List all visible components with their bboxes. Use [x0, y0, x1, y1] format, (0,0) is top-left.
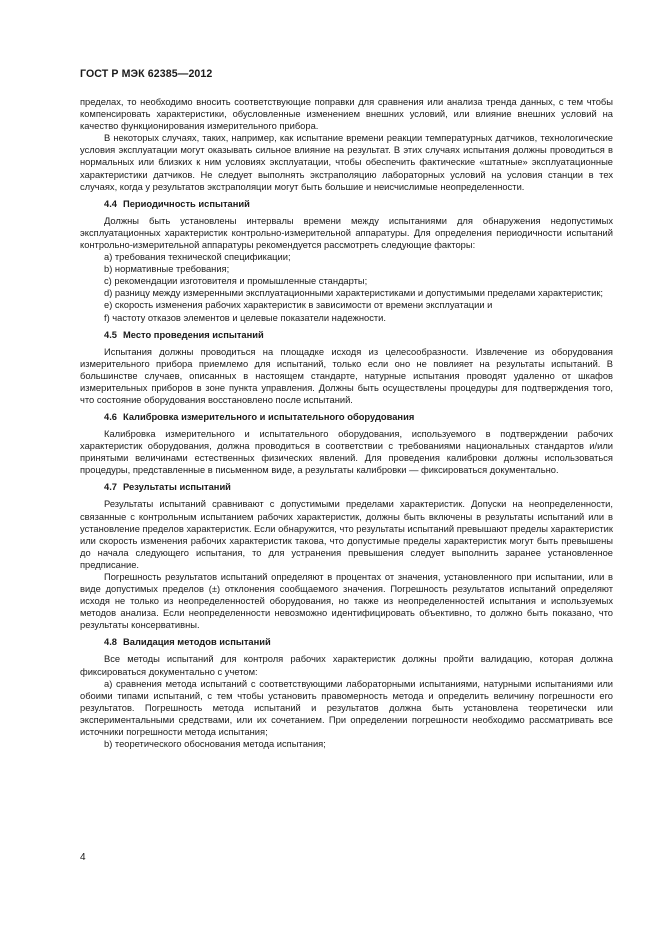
- section-title: Результаты испытаний: [123, 482, 231, 493]
- list-item: d) разницу между измеренными эксплуатационными характеристиками и допустимыми пределами характеристик;: [104, 288, 604, 299]
- list-item: с) рекомендации изготовителя и промышленные стандарты;: [104, 276, 368, 287]
- paragraph: Погрешность результатов испытаний определяют в процентах от значения, установленного при испытании, или в виде допустимых пределов (±) отклонения сообщаемого значения. Погрешность результатов испытаний определяют исходя не только из неопределенностей оборудования, но также из неопределенностей испытания и используемых методов анализа. Если неопределенности невозможно идентифицировать объективно, то должно быть показано, что результаты консервативны.: [80, 572, 613, 631]
- list-item: b) нормативные требования;: [104, 264, 230, 275]
- paragraph: Все методы испытаний для контроля рабочих характеристик должны пройти валидацию, которая должна фиксироваться документально с учетом:: [80, 654, 613, 677]
- paragraph: Результаты испытаний сравнивают с допустимыми пределами характеристик. Допуски на неопределенности, связанные с контрольным испытанием рабочих характеристик, должны быть включены в результаты испытаний или в установление пределов характеристик. Если обнаружится, что результаты испытаний превышают пределы характеристик или скорость изменения рабочих характеристик такова, что допустимые пределы характеристик могут быть превышены до начала следующего испытания, то для устранения превышения следует выполнить заранее установленное предписание.: [80, 499, 613, 570]
- section-number: 4.8: [104, 637, 117, 648]
- section-number: 4.6: [104, 412, 117, 423]
- paragraph: Должны быть установлены интервалы времени между испытаниями для обнаружения недопустимых эксплуатационных характеристик контрольно-измерительной аппаратуры. Для определения периодичности испытаний контрольно-измерительной аппаратуры рекомендуется рассмотреть следующие факторы:: [80, 215, 613, 250]
- section-heading-4-8: [80, 636, 613, 648]
- page-number: 4: [80, 852, 86, 863]
- list-item: b) теоретического обоснования метода испытания;: [104, 739, 326, 750]
- section-heading-4-6: [80, 411, 613, 423]
- paragraph: Испытания должны проводиться на площадке исходя из целесообразности. Извлечение из оборудования измерительного прибора приемлемо для испытаний, только если оно не повлияет на результаты испытаний. В большинстве случаев, описанных в настоящем стандарте, натурные испытания проводят удаленно от шкафов измерительных приборов в зоне пункта управления. Должны быть осуществлены процедуры для подтверждения того, что состояние оборудования восстановлено после испытаний.: [80, 346, 613, 405]
- page-header-title: ГОСТ Р МЭК 62385—2012: [80, 68, 213, 80]
- section-heading-4-7: [80, 481, 613, 493]
- list-item: е) скорость изменения рабочих характеристик в зависимости от времени эксплуатации и: [104, 300, 493, 311]
- section-number: 4.7: [104, 482, 117, 493]
- section-heading-4-5: [80, 329, 613, 341]
- list-item: f) частоту отказов элементов и целевые показатели надежности.: [104, 312, 386, 323]
- paragraph: пределах, то необходимо вносить соответствующие поправки для сравнения или анализа тренда данных, с тем чтобы компенсировать характеристики, обусловленные изменением внешних условий, или влияние внешних условий на качество функционирования измерительного прибора.: [80, 97, 613, 132]
- page-content: [80, 96, 613, 750]
- paragraph: Калибровка измерительного и испытательного оборудования, используемого в подтверждении рабочих характеристик оборудования, должна проводиться в соответствии с требованиями национальных стандартов и/или принятыми величинами естественных физических явлений. Для проведения калибровки должны использоваться процедуры, представленные в письменном виде, а результаты калибровки — фиксироваться документально.: [80, 429, 613, 476]
- section-heading-4-4: [80, 198, 613, 210]
- section-title: Периодичность испытаний: [123, 198, 250, 209]
- section-title: Место проведения испытаний: [123, 329, 264, 340]
- section-title: Валидация методов испытаний: [123, 637, 271, 648]
- list-item: а) требования технической спецификации;: [104, 252, 291, 263]
- paragraph: В некоторых случаях, таких, например, как испытание времени реакции температурных датчиков, технологические условия эксплуатации могут оказывать сильное влияние на результат. В этих случаях испытания должны проводиться в нормальных или близких к ним условиях эксплуатации, чтобы обеспечить фактические «штатные» эксплуатационные характеристики датчиков. Не следует выполнять экстраполяцию лабораторных условий на условия станции в тех случаях, когда у результатов экстраполяции могут быть большие и неисчислимые неопределенности.: [80, 133, 613, 192]
- section-number: 4.5: [104, 329, 117, 340]
- list-item: а) сравнения метода испытаний с соответствующими лабораторными испытаниями, натурными испытаниями или обоими типами испытаний, с тем чтобы установить правомерность метода и определить величину погрешности его результатов. Погрешность метода испытаний и результатов должна быть установлена теоретически или экспериментальными средствами, или их сочетанием. При определении погрешности необходимо рассматривать все источники погрешности метода испытания;: [80, 678, 613, 738]
- section-title: Калибровка измерительного и испытательного оборудования: [123, 412, 415, 423]
- section-number: 4.4: [104, 198, 117, 209]
